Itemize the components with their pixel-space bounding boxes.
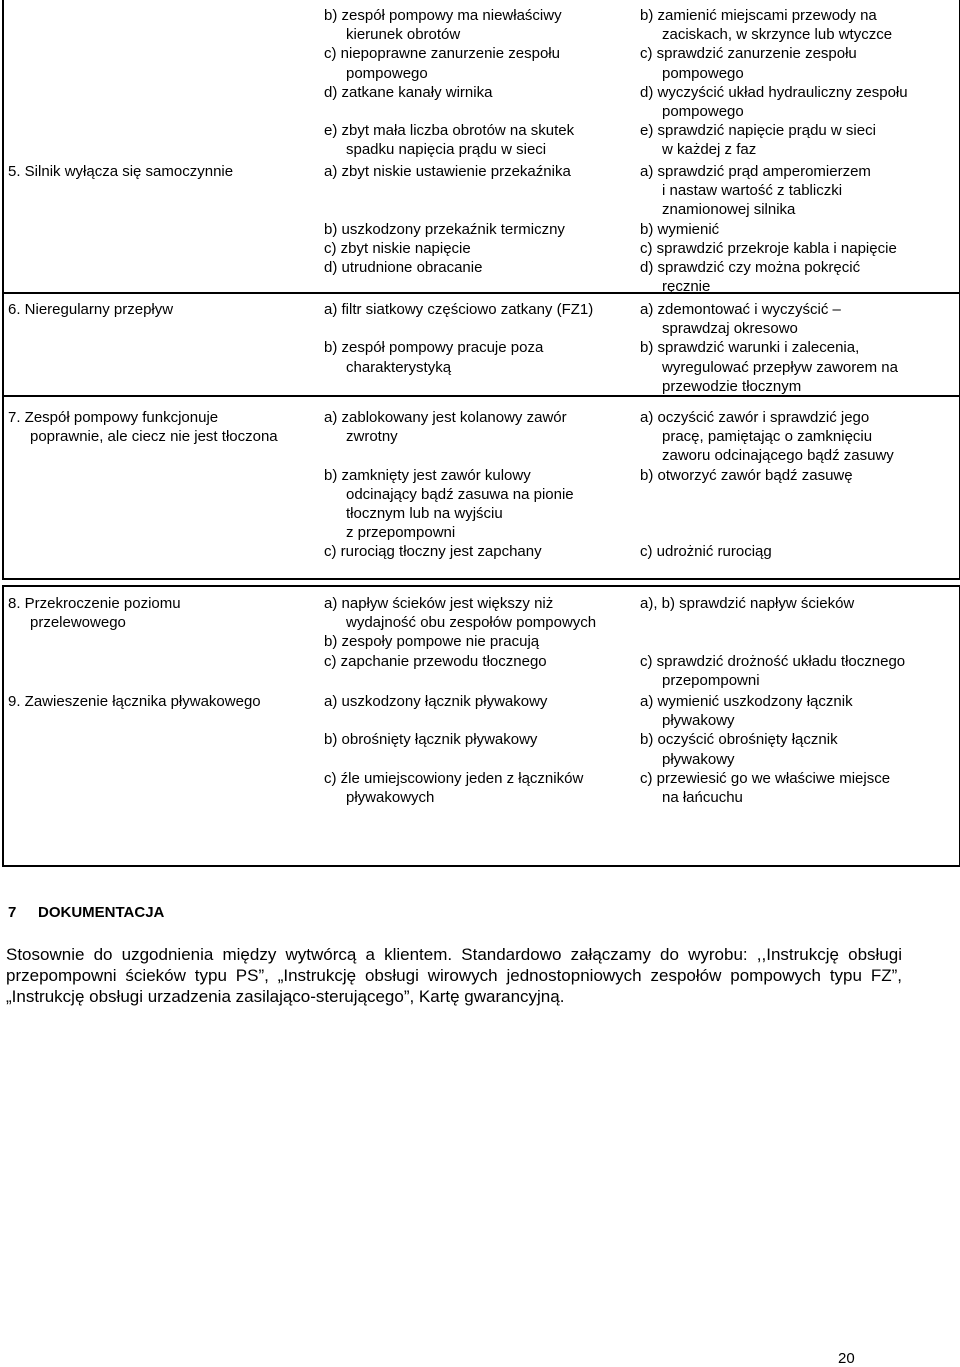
- remedies-line: b) oczyścić obrośnięty łącznik: [640, 731, 838, 749]
- page-number: 20: [838, 1350, 855, 1367]
- causes-line: a) zbyt niskie ustawienie przekaźnika: [324, 163, 571, 180]
- remedies-line: b) sprawdzić warunki i zalecenia,: [640, 339, 860, 357]
- causes-line: a) zablokowany jest kolanowy zawór: [324, 409, 567, 426]
- causes-line: pompowego: [346, 64, 428, 82]
- causes-line: b) zespoły pompowe nie pracują: [324, 633, 540, 651]
- remedies-line: pompowego: [662, 103, 744, 120]
- causes-line: a) napływ ścieków jest większy niż: [324, 595, 554, 612]
- remedies-line: b) zamienić miejscami przewody na: [640, 7, 877, 24]
- causes-line: c) zapchanie przewodu tłocznego: [324, 652, 547, 670]
- causes-line: a) filtr siatkowy częściowo zatkany (FZ1): [324, 301, 594, 318]
- problem-line: przelewowego: [30, 614, 126, 632]
- remedies-line: a) oczyścić zawór i sprawdzić jego: [640, 409, 870, 426]
- remedies-line: sprawdzaj okresowo: [662, 320, 798, 338]
- causes-line: e) zbyt mała liczba obrotów na skutek: [324, 122, 575, 140]
- remedies-line: c) sprawdzić drożność układu tłocznego: [640, 652, 906, 670]
- problem-line: poprawnie, ale ciecz nie jest tłoczona: [30, 428, 278, 446]
- remedies-line: zaciskach, w skrzynce lub wtyczce: [662, 26, 893, 44]
- problem-line: 8. Przekroczenie poziomu: [8, 595, 181, 612]
- causes-line: pływakowych: [346, 789, 435, 806]
- remedies-line: pracę, pamiętając o zamknięciu: [662, 428, 873, 446]
- section-body: Stosownie do uzgodnienia między wytwórcą a klientem. Standardowo załączamy do wyrobu: ,,Instrukcję obsługi przepompowni ścieków typu PS”, „Instrukcję obsługi wirowych jednostopniowych zespołów pompowych typu FZ”, „Instrukcję obsługi urzadzenia zasilająco-sterującego”, Kartę gwarancyjną.: [6, 945, 902, 1006]
- causes-line: b) zespół pompowy ma niewłaściwy: [324, 7, 562, 24]
- remedies-line: wyregulować przepływ zaworem na: [662, 358, 898, 376]
- problem-line: 9. Zawieszenie łącznika pływakowego: [8, 693, 261, 710]
- causes-line: b) obrośnięty łącznik pływakowy: [324, 731, 538, 749]
- remedies-line: c) udrożnić rurociąg: [640, 543, 772, 561]
- remedies-line: e) sprawdzić napięcie prądu w sieci: [640, 122, 876, 140]
- causes-line: charakterystyką: [346, 358, 452, 376]
- problem-line: 7. Zespół pompowy funkcjonuje: [8, 409, 219, 426]
- remedies-line: pływakowy: [662, 712, 735, 730]
- remedies-line: a) wymienić uszkodzony łącznik: [640, 693, 853, 710]
- remedies-line: znamionowej silnika: [662, 201, 796, 219]
- causes-line: b) uszkodzony przekaźnik termiczny: [324, 220, 565, 238]
- section-heading: [8, 904, 164, 921]
- causes-line: b) zespół pompowy pracuje poza: [324, 339, 544, 357]
- causes-line: c) niepoprawne zanurzenie zespołu: [324, 45, 560, 63]
- problem-line: 6. Nieregularny przepływ: [8, 301, 174, 318]
- remedies-line: a), b) sprawdzić napływ ścieków: [640, 595, 855, 612]
- causes-line: d) utrudnione obracanie: [324, 259, 483, 276]
- remedies-line: d) sprawdzić czy można pokręcić: [640, 259, 861, 276]
- remedies-line: w każdej z faz: [662, 141, 757, 159]
- remedies-line: pompowego: [662, 64, 744, 82]
- remedies-line: b) otworzyć zawór bądź zasuwę: [640, 466, 853, 484]
- causes-line: b) zamknięty jest zawór kulowy: [324, 466, 531, 484]
- causes-line: c) źle umiejscowiony jeden z łączników: [324, 769, 584, 787]
- remedies-line: na łańcuchu: [662, 789, 743, 806]
- causes-line: a) uszkodzony łącznik pływakowy: [324, 693, 548, 710]
- remedies-line: b) wymienić: [640, 220, 720, 238]
- causes-line: c) rurociąg tłoczny jest zapchany: [324, 543, 542, 561]
- causes-line: wydajność obu zespołów pompowych: [346, 614, 597, 632]
- remedies-line: c) sprawdzić przekroje kabla i napięcie: [640, 239, 897, 257]
- remedies-line: zaworu odcinającego bądź zasuwy: [662, 447, 894, 465]
- causes-line: d) zatkane kanały wirnika: [324, 83, 493, 101]
- section-number: 7: [8, 904, 17, 921]
- causes-line: odcinający bądź zasuwa na pionie: [346, 485, 574, 503]
- causes-line: tłocznym lub na wyjściu: [346, 505, 503, 522]
- problem-line: 5. Silnik wyłącza się samoczynnie: [8, 163, 234, 180]
- remedies-line: a) sprawdzić prąd amperomierzem: [640, 163, 871, 180]
- causes-line: zwrotny: [346, 428, 398, 446]
- remedies-line: i nastaw wartość z tabliczki: [662, 182, 843, 200]
- remedies-line: d) wyczyścić układ hydrauliczny zespołu: [640, 83, 908, 101]
- causes-line: spadku napięcia prądu w sieci: [346, 141, 547, 159]
- causes-line: z przepompowni: [346, 524, 456, 542]
- remedies-line: c) sprawdzić zanurzenie zespołu: [640, 45, 857, 63]
- remedies-line: przepompowni: [662, 671, 760, 689]
- section-title: DOKUMENTACJA: [38, 904, 165, 921]
- remedies-line: pływakowy: [662, 750, 735, 768]
- remedies-line: c) przewiesić go we właściwe miejsce: [640, 769, 891, 787]
- causes-line: kierunek obrotów: [346, 26, 461, 44]
- remedies-line: a) zdemontować i wyczyścić –: [640, 301, 841, 318]
- remedies-line: ręcznie: [662, 278, 711, 296]
- remedies-line: przewodzie tłocznym: [662, 377, 802, 395]
- causes-line: c) zbyt niskie napięcie: [324, 239, 471, 257]
